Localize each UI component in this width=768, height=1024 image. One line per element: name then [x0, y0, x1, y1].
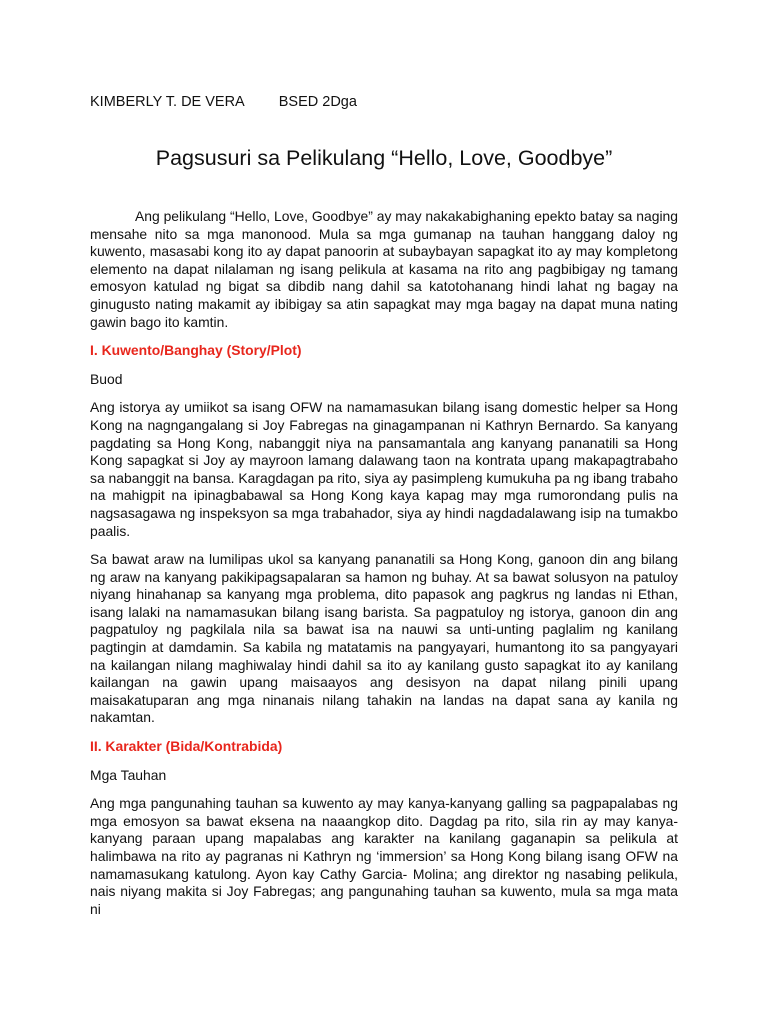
author-name: KIMBERLY T. DE VERA: [90, 94, 245, 110]
author-line: [90, 92, 678, 112]
intro-paragraph: Ang pelikulang “Hello, Love, Goodbye” ay may nakakabighaning epekto batay sa naging mensahe nito sa mga manonood. Mula sa mga gumanap na tauhan hanggang daloy ng kuwento, masasabi kong ito ay dapat panoorin at subaybayan sapagkat ito ay may kompletong elemento na dapat nilalaman ng isang pelikula at kasama na rito ang pagbibigay ng tamang emosyon katulad ng bigat sa dibdib nang dahil sa katotohanang hindi lahat ng bagay na ginugusto nating makamit ay ibibigay sa atin sapagkat may mga bagay na dapat muna nating gawin bago ito kamtin.: [90, 208, 678, 330]
section-heading-characters: II. Karakter (Bida/Kontrabida): [90, 738, 283, 755]
section-heading-story-plot: I. Kuwento/Banghay (Story/Plot): [90, 342, 302, 359]
characters-label: Mga Tauhan: [90, 766, 167, 783]
document-title: Pagsusuri sa Pelikulang “Hello, Love, Goodbye”: [155, 146, 613, 170]
story-paragraph-1: Ang istorya ay umiikot sa isang OFW na namamasukan bilang isang domestic helper sa Hong Kong na nagngangalang si Joy Fabregas na ginagampanan ni Kathryn Bernardo. Sa kanyang pagdating sa Hong Kong, nabanggit niya na pansamantala ang kanyang pananatili sa Hong Kong sapagkat si Joy ay mayroon lamang dalawang taon na kontrata upang makapagtrabaho sa nabanggit na bansa. Karagdagan pa rito, siya ay pasimpleng kumukuha pa ng ibang trabaho na mahigpit na ipinagbabawal sa Hong Kong kaya kapag may mga rumorondang pulis na nagsasagawa ng inspeksyon sa mga trabahador, siya ay hindi nagdadalawang isip na tumakbo paalis.: [90, 399, 678, 539]
story-paragraph-2: Sa bawat araw na lumilipas ukol sa kanyang pananatili sa Hong Kong, ganoon din ang bilang ng araw na kanyang pakikipagsapalaran sa hamon ng buhay. At sa bawat solusyon na patuloy niyang hinahanap sa kanyang mga problema, dito papasok ang pagkrus ng landas ni Ethan, isang lalaki na namamasukan bilang isang barista. Sa pagpatuloy ng istorya, ganoon din ang pagpatuloy ng pagkilala nila sa bawat isa na nauwi sa unti-unting paglalim ng kanilang pagtingin at damdamin. Sa kabila ng matatamis na pangyayari, humantong ito sa pangyayari na kailangan nilang maghiwalay hindi dahil sa ito ay kanilang gusto sapagkat ito ay kanilang kailangan na gawin upang maisaayos ang desisyon na dapat nilang pinili upang maisakatuparan ang mga ninanais nilang tahakin na landas na dapat sana ay kanila ng nakamtan.: [90, 551, 678, 726]
characters-paragraph-1: Ang mga pangunahing tauhan sa kuwento ay may kanya-kanyang galling sa pagpapalabas ng mga emosyon sa bawat eksena na naaangkop dito. Dagdag pa rito, sila rin ay may kanya-kanyang paraan upang mapalabas ang karakter na kanilang gaganapin sa pelikula at halimbawa na rito ay pagranas ni Kathryn ng ‘immersion’ sa Hong Kong bilang isang OFW na namamasukang katulong. Ayon kay Cathy Garcia- Molina; ang direktor ng nasabing pelikula, nais niyang makita si Joy Fabregas; ang pangunahing tauhan sa kuwento, mula sa mga mata ni: [90, 795, 678, 917]
course-section: BSED 2Dga: [278, 94, 357, 110]
summary-label: Buod: [90, 370, 123, 387]
document-page: [90, 92, 678, 918]
